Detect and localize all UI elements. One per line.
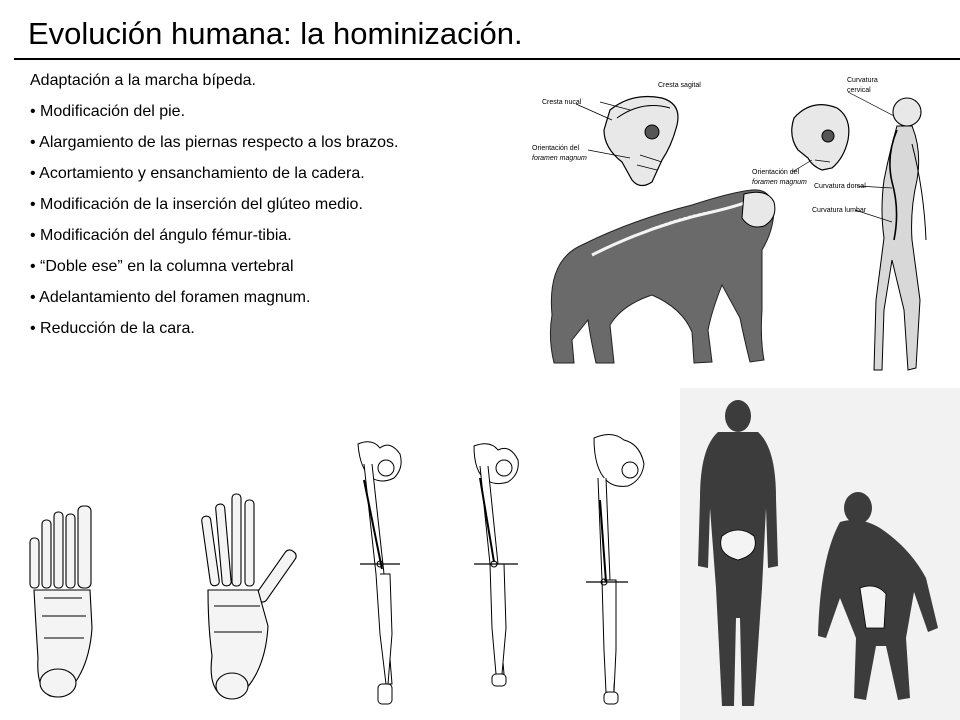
bullet-item: • Adelantamiento del foramen magnum. bbox=[30, 288, 510, 308]
gorilla-human-comparison-figure bbox=[512, 70, 960, 380]
label-curvatura-cervical: Curvatura bbox=[847, 77, 878, 84]
ape-foot-drawing bbox=[188, 486, 300, 708]
text-content bbox=[30, 71, 510, 350]
title-divider bbox=[14, 58, 960, 60]
bullet-list bbox=[30, 102, 510, 339]
label-curvatura-cervical-2: cervical bbox=[847, 87, 871, 94]
human-skull-drawing bbox=[792, 105, 849, 170]
bullet-item: • Modificación de la inserción del glúteo medio. bbox=[30, 195, 510, 215]
label-orientacion-humano: Orientación del bbox=[752, 169, 800, 176]
leg-pelvis-drawing-2 bbox=[464, 438, 526, 688]
bullet-item: • “Doble ese” en la columna vertebral bbox=[30, 257, 510, 277]
human-foot-drawing bbox=[20, 498, 100, 706]
bullet-item: • Acortamiento y ensanchamiento de la cadera. bbox=[30, 164, 510, 184]
human-chimp-pelvis-illustration bbox=[680, 388, 960, 720]
label-cresta-sagital: Cresta sagital bbox=[658, 82, 701, 89]
human-skeleton-drawing bbox=[874, 98, 926, 370]
label-cresta-nucal: Cresta nucal bbox=[542, 99, 582, 106]
label-foramen-gorila: foramen magnum bbox=[532, 155, 587, 162]
leg-pelvis-drawing-1 bbox=[350, 434, 410, 706]
bullet-item: • Modificación del pie. bbox=[30, 102, 510, 122]
label-curvatura-dorsal: Curvatura dorsal bbox=[814, 183, 866, 190]
gorilla-body-drawing bbox=[550, 190, 774, 363]
label-foramen-humano: foramen magnum bbox=[752, 179, 807, 186]
bullet-item: • Reducción de la cara. bbox=[30, 319, 510, 339]
leg-pelvis-drawing-3 bbox=[584, 430, 650, 706]
intro-text: Adaptación a la marcha bípeda. bbox=[30, 72, 256, 89]
bullet-item: • Alargamiento de las piernas respecto a los brazos. bbox=[30, 133, 510, 153]
bullet-item: • Modificación del ángulo fémur-tibia. bbox=[30, 226, 510, 246]
label-orientacion-gorila: Orientación del bbox=[532, 145, 580, 152]
label-curvatura-lumbar: Curvatura lumbar bbox=[812, 207, 867, 214]
page-title: Evolución humana: la hominización. bbox=[28, 16, 523, 51]
gorilla-skull-drawing bbox=[604, 97, 678, 186]
